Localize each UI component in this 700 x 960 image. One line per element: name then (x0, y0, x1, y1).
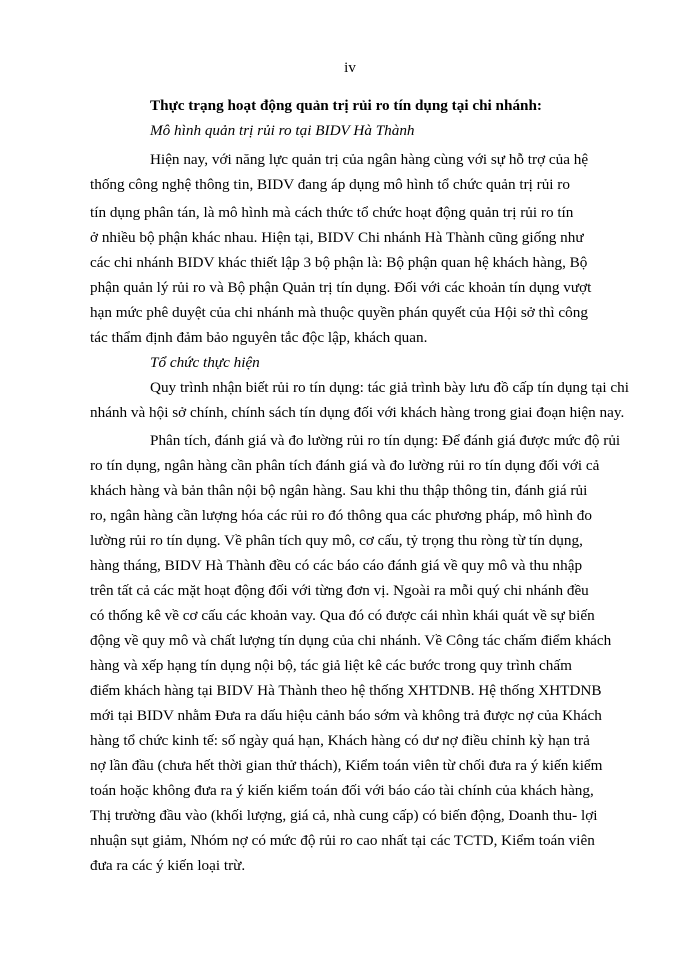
paragraph-line: Hiện nay, với năng lực quản trị của ngân hàng cùng với sự hỗ trợ của hệ (150, 151, 589, 168)
paragraph-line: phận quản lý rủi ro và Bộ phận Quản trị tín dụng. Đối với các khoản tín dụng vượt (90, 279, 592, 296)
section-title: Thực trạng hoạt động quản trị rủi ro tín dụng tại chi nhánh: (150, 97, 542, 114)
paragraph-line: ro tín dụng, ngân hàng cần phân tích đánh giá và đo lường rủi ro tín dụng đối với cả (90, 457, 600, 474)
paragraph-line: ở nhiều bộ phận khác nhau. Hiện tại, BIDV Chi nhánh Hà Thành cũng giống như (90, 229, 584, 246)
paragraph-line: Phân tích, đánh giá và đo lường rủi ro tín dụng: Để đánh giá được mức độ rủi (150, 432, 621, 449)
page-number: iv (344, 60, 356, 76)
paragraph-line: hàng và xếp hạng tín dụng nội bộ, tác giả liệt kê các bước trong quy trình chấm (90, 657, 572, 674)
paragraph-line: mới tại BIDV nhằm Đưa ra dấu hiệu cảnh báo sớm và không trả được nợ của Khách (90, 707, 602, 724)
paragraph-line: thống công nghệ thông tin, BIDV đang áp dụng mô hình tổ chức quản trị rủi ro (90, 176, 570, 193)
paragraph-line: hàng tổ chức kinh tế: số ngày quá hạn, Khách hàng có dư nợ điều chỉnh kỳ hạn trả (90, 732, 590, 749)
paragraph-line: khách hàng và bản thân nội bộ ngân hàng. Sau khi thu thập thông tin, đánh giá rủi (90, 482, 588, 499)
paragraph-line: Thị trường đầu vào (khối lượng, giá cả, nhà cung cấp) có biến động, Doanh thu- lợi (90, 807, 598, 824)
paragraph-line: hàng tháng, BIDV Hà Thành đều có các báo cáo đánh giá về quy mô và thu nhập (90, 557, 583, 574)
paragraph-line: ro, ngân hàng cần lượng hóa các rủi ro đó thông qua các phương pháp, mô hình đo (90, 507, 592, 524)
paragraph-line: Quy trình nhận biết rủi ro tín dụng: tác giả trình bày lưu đồ cấp tín dụng tại chi (150, 379, 629, 396)
paragraph-line: có thống kê về cơ cấu các khoản vay. Qua đó có được cái nhìn khái quát về sự biến (90, 607, 595, 624)
subtitle-implementation: Tổ chức thực hiện (150, 354, 260, 371)
paragraph-line: nhánh và hội sở chính, chính sách tín dụng đối với khách hàng trong giai đoạn hiện nay. (90, 404, 625, 421)
paragraph-line: tác thẩm định đảm bảo nguyên tắc độc lập, khách quan. (90, 329, 428, 346)
subtitle-risk-model: Mô hình quản trị rủi ro tại BIDV Hà Thành (150, 122, 415, 139)
paragraph-line: nợ lần đầu (chưa hết thời gian thử thách), Kiểm toán viên từ chối đưa ra ý kiến kiểm (90, 757, 603, 774)
paragraph-line: hạn mức phê duyệt của chi nhánh mà thuộc quyền phán quyết của Hội sở thì công (90, 304, 588, 321)
paragraph-line: đưa ra các ý kiến loại trừ. (90, 857, 246, 874)
paragraph-line: các chi nhánh BIDV khác thiết lập 3 bộ phận là: Bộ phận quan hệ khách hàng, Bộ (90, 254, 588, 271)
paragraph-line: nhuận sụt giảm, Nhóm nợ có mức độ rủi ro cao nhất tại các TCTD, Kiểm toán viên (90, 832, 595, 849)
paragraph-line: lường rủi ro tín dụng. Về phân tích quy mô, cơ cấu, tỷ trọng thu ròng từ tín dụng, (90, 532, 583, 549)
paragraph-line: động về quy mô và chất lượng tín dụng của chi nhánh. Về Công tác chấm điểm khách (90, 632, 612, 649)
paragraph-line: trên tất cả các mặt hoạt động đối với từng đơn vị. Ngoài ra mỗi quý chi nhánh đều (90, 582, 589, 599)
paragraph-line: toán hoặc không đưa ra ý kiến kiểm toán đối với báo cáo tài chính của khách hàng, (90, 782, 594, 799)
paragraph-line: điểm khách hàng tại BIDV Hà Thành theo hệ thống XHTDNB. Hệ thống XHTDNB (90, 682, 602, 699)
paragraph-line: tín dụng phân tán, là mô hình mà cách thức tổ chức hoạt động quản trị rủi ro tín (90, 204, 574, 221)
